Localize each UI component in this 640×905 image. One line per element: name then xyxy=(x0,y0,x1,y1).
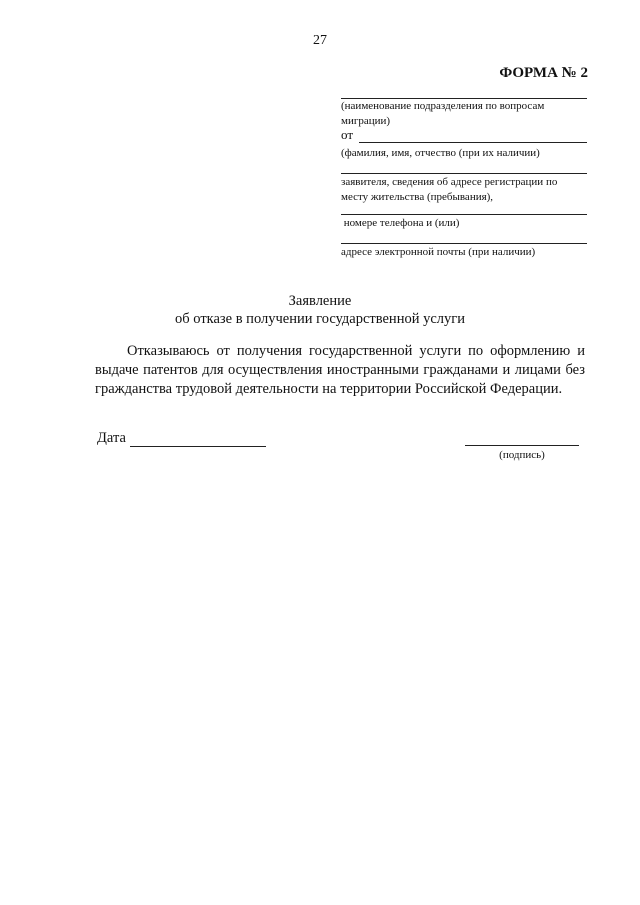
from-label: от xyxy=(341,127,354,142)
signature-caption: (подпись) xyxy=(499,449,545,461)
email-caption: адресе электронной почты (при наличии) xyxy=(341,246,536,258)
signature-line xyxy=(465,445,579,446)
statement-body: Отказываюсь от получения государственной услуги по оформлению и выдаче патентов для осуществления иностранными гражданами и лицами без гражданства трудовой деятельности на территории Российской Федерации. xyxy=(95,343,585,397)
phone-line xyxy=(341,214,587,215)
applicant-line xyxy=(341,173,587,174)
phone-caption: номере телефона и (или) xyxy=(341,217,460,229)
from-row xyxy=(341,127,587,143)
page-number: 27 xyxy=(313,33,327,48)
name-caption: (фамилия, имя, отчество (при их наличии) xyxy=(341,147,540,159)
date-row xyxy=(97,430,266,447)
form-title: ФОРМА № 2 xyxy=(499,65,588,81)
email-line xyxy=(341,243,587,244)
from-line xyxy=(359,130,587,143)
address-caption: заявителя, сведения об адресе регистрации по месту жительства (пребывания), xyxy=(341,176,558,203)
date-label: Дата xyxy=(97,430,126,446)
statement-title: Заявление xyxy=(288,293,352,309)
statement-subtitle: об отказе в получении государственной услуги xyxy=(175,311,465,327)
division-caption: (наименование подразделения по вопросам миграции) xyxy=(341,100,545,127)
date-line xyxy=(130,432,266,447)
